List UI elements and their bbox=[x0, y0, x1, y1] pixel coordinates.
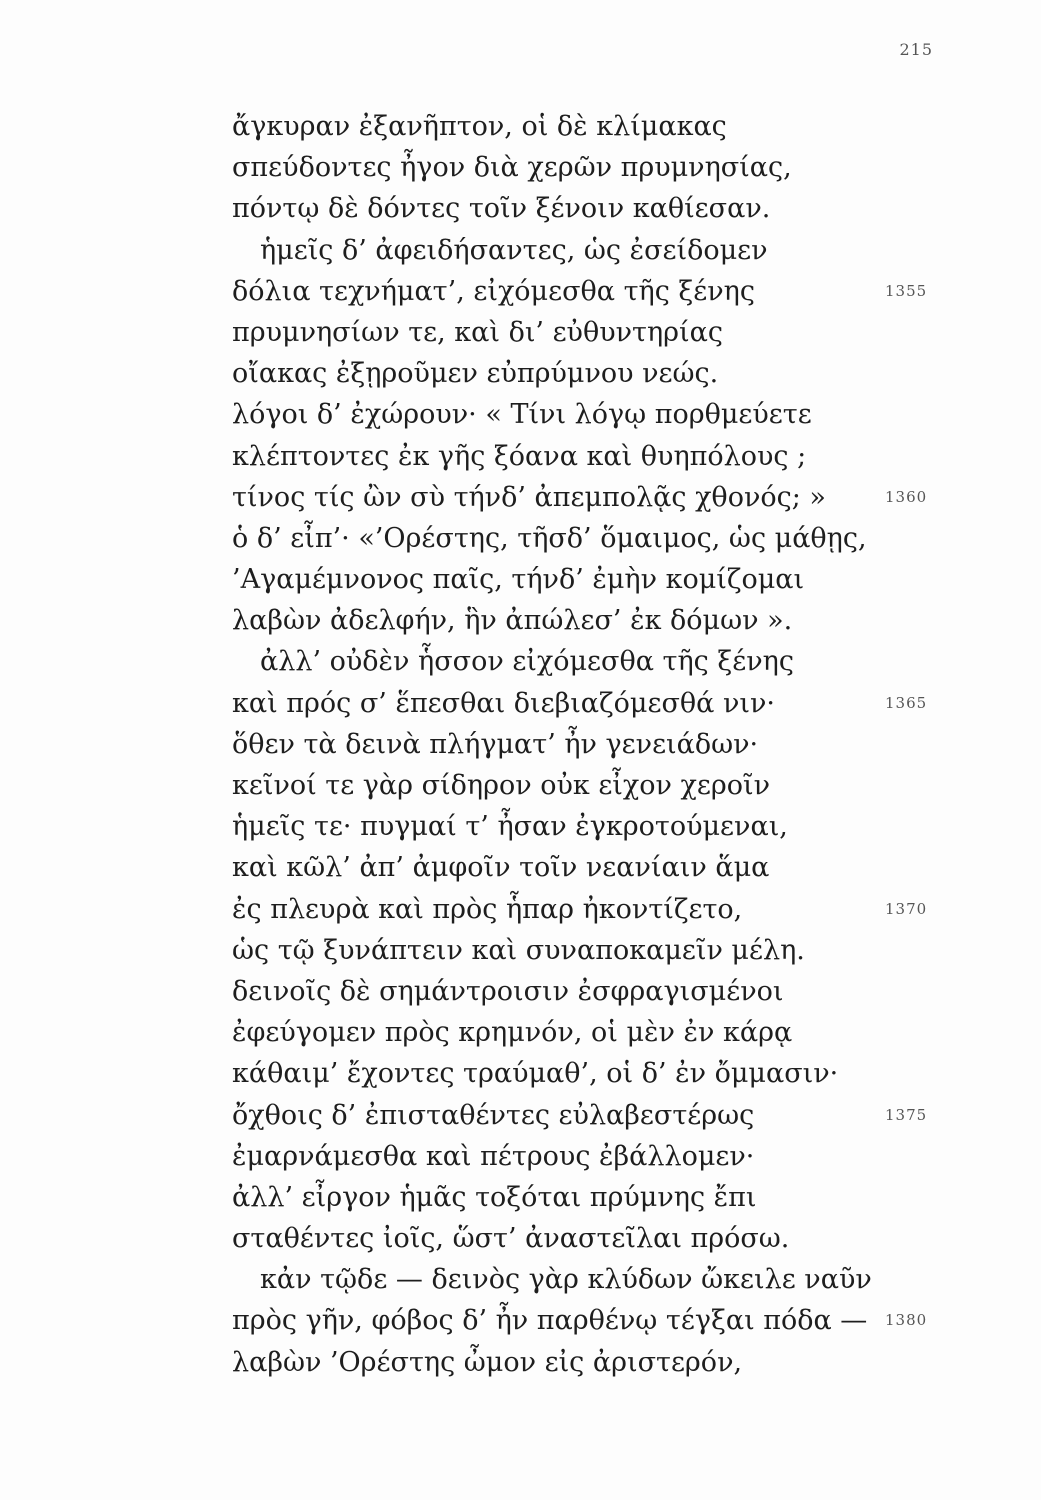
verse-text: καὶ κῶλ’ ἀπ’ ἀμφοῖν τοῖν νεανίαιν ἅμα bbox=[232, 852, 770, 884]
verse-text: πρὸς γῆν, φόβος δ’ ἦν παρθένῳ τέγξαι πόδα — bbox=[232, 1305, 868, 1337]
verse-text: ὡς τῷ ξυνάπτειν καὶ συναποκαμεῖν μέλη. bbox=[232, 934, 805, 966]
verse-line bbox=[232, 724, 932, 765]
verse-text: καὶ πρός σ’ ἕπεσθαι διεβιαζόμεσθά νιν· bbox=[232, 687, 775, 719]
verse-line bbox=[232, 889, 932, 930]
verse-text: σπεύδοντες ἦγον διὰ χερῶν πρυμνησίας, bbox=[232, 152, 792, 184]
verse-block bbox=[232, 106, 932, 1383]
verse-line bbox=[232, 1177, 932, 1218]
verse-line bbox=[232, 806, 932, 847]
verse-text: ἡμεῖς τε· πυγμαί τ’ ἦσαν ἐγκροτούμεναι, bbox=[232, 811, 788, 843]
verse-line bbox=[232, 1300, 932, 1341]
verse-line bbox=[232, 1136, 932, 1177]
verse-line bbox=[232, 188, 932, 229]
verse-text: λαβὼν ἀδελφήν, ἣν ἀπώλεσ’ ἐκ δόμων ». bbox=[232, 605, 793, 637]
verse-text: ὁ δ’ εἶπ’· «’Ορέστης, τῆσδ’ ὅμαιμος, ὡς μάθῃς, bbox=[232, 522, 867, 554]
line-number: 1380 bbox=[885, 1311, 928, 1330]
verse-line bbox=[232, 477, 932, 518]
verse-text: ὅθεν τὰ δεινὰ πλήγματ’ ἦν γενειάδων· bbox=[232, 728, 759, 760]
verse-text: σταθέντες ἰοῖς, ὥστ’ ἀναστεῖλαι πρόσω. bbox=[232, 1223, 790, 1255]
verse-text: ἀλλ’ οὐδὲν ἧσσον εἰχόμεσθα τῆς ξένης bbox=[260, 646, 794, 678]
verse-line bbox=[232, 271, 932, 312]
verse-line bbox=[232, 641, 932, 682]
verse-line bbox=[232, 230, 932, 271]
verse-line bbox=[232, 930, 932, 971]
verse-line bbox=[232, 312, 932, 353]
verse-text: πόντῳ δὲ δόντες τοῖν ξένοιν καθίεσαν. bbox=[232, 193, 771, 225]
verse-line bbox=[232, 106, 932, 147]
verse-line bbox=[232, 147, 932, 188]
verse-text: ὄχθοις δ’ ἐπισταθέντες εὐλαβεστέρως bbox=[232, 1099, 755, 1131]
verse-line bbox=[232, 353, 932, 394]
verse-line bbox=[232, 1259, 932, 1300]
verse-text: κἀν τῷδε — δεινὸς γὰρ κλύδων ὤκειλε ναῦν bbox=[260, 1264, 872, 1296]
verse-text: κάθαιμ’ ἔχοντες τραύμαθ’, οἱ δ’ ἐν ὄμμασιν· bbox=[232, 1058, 839, 1090]
line-number: 1370 bbox=[885, 899, 928, 918]
verse-line bbox=[232, 559, 932, 600]
verse-text: ἐμαρνάμεσθα καὶ πέτρους ἐβάλλομεν· bbox=[232, 1140, 755, 1172]
verse-line bbox=[232, 765, 932, 806]
verse-text: κλέπτοντες ἐκ γῆς ξόανα καὶ θυηπόλους ; bbox=[232, 440, 807, 472]
line-number: 1365 bbox=[885, 693, 928, 712]
verse-text: ἐς πλευρὰ καὶ πρὸς ἧπαρ ἠκοντίζετο, bbox=[232, 893, 743, 925]
verse-text: κεῖνοί τε γὰρ σίδηρον οὐκ εἶχον χεροῖν bbox=[232, 770, 770, 801]
verse-text: ἄγκυραν ἐξανῆπτον, οἱ δὲ κλίμακας bbox=[232, 111, 727, 142]
verse-text: λαβὼν ’Ορέστης ὦμον εἰς ἀριστερόν, bbox=[232, 1346, 743, 1378]
verse-line bbox=[232, 1342, 932, 1383]
verse-line bbox=[232, 436, 932, 477]
verse-text: ἡμεῖς δ’ ἀφειδήσαντες, ὡς ἐσείδομεν bbox=[260, 234, 768, 266]
verse-line bbox=[232, 1012, 932, 1053]
line-number: 1360 bbox=[885, 487, 928, 506]
verse-text: ’Αγαμέμνονος παῖς, τήνδ’ ἐμὴν κομίζομαι bbox=[232, 564, 805, 596]
verse-text: πρυμνησίων τε, καὶ δι’ εὐθυντηρίας bbox=[232, 316, 723, 348]
line-number: 1355 bbox=[885, 281, 928, 300]
verse-text: οἴακας ἐξῃροῦμεν εὐπρύμνου νεώς. bbox=[232, 358, 719, 390]
verse-line bbox=[232, 518, 932, 559]
verse-line bbox=[232, 683, 932, 724]
verse-line bbox=[232, 1053, 932, 1094]
verse-line bbox=[232, 847, 932, 888]
verse-text: δόλια τεχνήματ’, εἰχόμεσθα τῆς ξένης bbox=[232, 275, 755, 307]
verse-line bbox=[232, 394, 932, 435]
verse-text: λόγοι δ’ ἐχώρουν· « Τίνι λόγῳ πορθμεύετε bbox=[232, 399, 812, 431]
verse-text: ἀλλ’ εἶργον ἡμᾶς τοξόται πρύμνης ἔπι bbox=[232, 1181, 757, 1213]
verse-line bbox=[232, 1218, 932, 1259]
verse-line bbox=[232, 971, 932, 1012]
verse-text: ἐφεύγομεν πρὸς κρημνόν, οἱ μὲν ἐν κάρᾳ bbox=[232, 1017, 793, 1049]
line-number: 1375 bbox=[885, 1105, 928, 1124]
page-number: 215 bbox=[899, 40, 933, 59]
verse-line bbox=[232, 1095, 932, 1136]
verse-text: τίνος τίς ὢν σὺ τήνδ’ ἀπεμπολᾷς χθονός; » bbox=[232, 481, 826, 513]
verse-line bbox=[232, 600, 932, 641]
verse-text: δεινοῖς δὲ σημάντροισιν ἐσφραγισμένοι bbox=[232, 975, 784, 1007]
